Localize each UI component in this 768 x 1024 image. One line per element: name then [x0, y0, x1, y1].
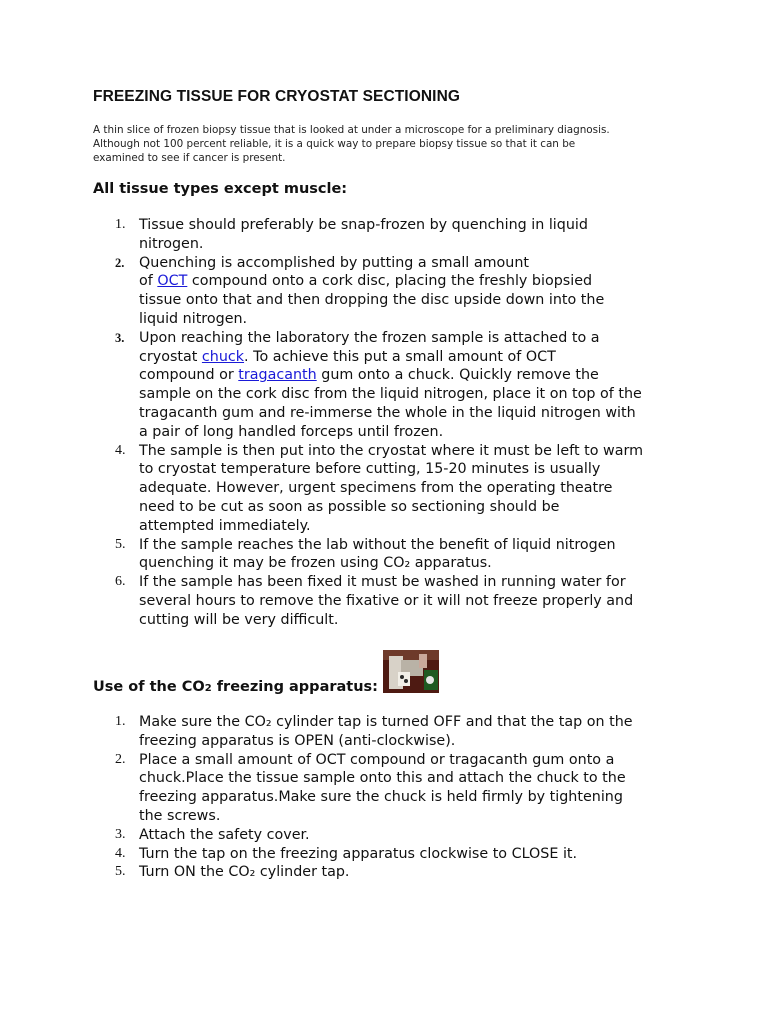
intro-line: Although not 100 percent reliable, it is a quick way to prepare biopsy tissue so that it can be: [93, 138, 576, 150]
list-number: 2.: [115, 255, 125, 270]
list-line: nitrogen.: [139, 235, 204, 252]
list-line: Attach the safety cover.: [139, 826, 310, 843]
list-line: If the sample reaches the lab without the benefit of liquid nitrogen: [139, 536, 616, 553]
heading-text: freezing apparatus:: [211, 679, 378, 695]
page-title: FREEZING TISSUE FOR CRYOSTAT SECTIONING: [93, 88, 461, 105]
list-number: 6.: [115, 574, 126, 590]
list-number: 1.: [115, 217, 126, 232]
list-line: need to be cut as soon as possible so sectioning should be: [139, 498, 560, 515]
list-line: several hours to remove the fixative or it will not freeze properly and: [139, 592, 634, 609]
list-line: Quenching is accomplished by putting a small amount: [139, 254, 529, 271]
list-line: freezing apparatus.Make sure the chuck is held firmly by tightening: [139, 789, 623, 806]
list-line: chuck.Place the tissue sample onto this and attach the chuck to the: [139, 770, 626, 787]
list-line: freezing apparatus is OPEN (anti-clockwise).: [139, 732, 456, 749]
list-text: . To achieve this put a small amount of OCT: [244, 348, 556, 365]
list-line: Turn the tap on the freezing apparatus clockwise to CLOSE it.: [139, 845, 578, 862]
list-item: [115, 845, 633, 864]
list-item: [115, 329, 643, 442]
list-line: Place a small amount of OCT compound or tragacanth gum onto a: [139, 751, 615, 768]
list-item: [115, 254, 643, 329]
heading-subscript: 2: [204, 683, 212, 694]
section-heading-co2-apparatus: [93, 679, 378, 695]
list-line: cutting will be very difficult.: [139, 611, 339, 628]
list-number: 1.: [115, 714, 126, 729]
list-text: of: [139, 273, 158, 290]
list-item: [115, 751, 633, 826]
tissue-steps-list: [115, 216, 644, 630]
list-line: Upon reaching the laboratory the frozen sample is attached to a: [139, 329, 600, 346]
list-line: The sample is then put into the cryostat where it must be left to warm: [139, 442, 644, 459]
intro-line: A thin slice of frozen biopsy tissue that is looked at under a microscope for a preliminary diagnosis.: [93, 124, 610, 136]
list-line: to cryostat temperature before cutting, 15-20 minutes is usually: [139, 461, 601, 478]
oct-link[interactable]: OCT: [157, 273, 188, 290]
list-item: [115, 442, 644, 536]
list-line: adequate. However, urgent specimens from the operating theatre: [139, 480, 613, 497]
section-heading-tissue-types: All tissue types except muscle:: [93, 181, 348, 197]
list-item: [115, 713, 633, 751]
list-item: [115, 216, 643, 254]
list-item: [115, 863, 633, 882]
list-line: [139, 272, 643, 291]
heading-text: Use of the CO: [93, 679, 205, 695]
list-line: Tissue should preferably be snap-frozen by quenching in liquid: [139, 217, 588, 233]
list-item: [115, 826, 633, 845]
list-number: 2.: [115, 751, 126, 767]
list-item: [115, 573, 643, 629]
list-line: [139, 366, 643, 385]
list-number: 5.: [115, 864, 126, 880]
chuck-link[interactable]: chuck: [201, 348, 245, 365]
list-number: 4.: [115, 845, 126, 861]
list-line: Make sure the CO₂ cylinder tap is turned OFF and that the tap on the: [139, 714, 633, 730]
list-line: tragacanth gum and re-immerse the whole in the liquid nitrogen with: [139, 404, 636, 421]
list-number: 3.: [115, 826, 126, 842]
list-line: liquid nitrogen.: [139, 310, 248, 327]
apparatus-photo-graphic: [383, 650, 439, 693]
list-text: compound onto a cork disc, placing the freshly biopsied: [187, 273, 593, 290]
list-text: gum onto a chuck. Quickly remove the: [316, 367, 599, 384]
list-line: attempted immediately.: [139, 517, 311, 534]
list-text: cryostat: [139, 348, 202, 365]
list-item: [115, 536, 643, 574]
tragacanth-link[interactable]: tragacanth: [238, 367, 317, 384]
co2-steps-list: [115, 713, 633, 882]
list-number: 4.: [115, 442, 126, 458]
list-line: If the sample has been fixed it must be washed in running water for: [139, 574, 626, 591]
list-line: quenching it may be frozen using CO₂ apparatus.: [139, 555, 492, 572]
list-line: tissue onto that and then dropping the disc upside down into the: [139, 292, 605, 309]
co2-freezing-apparatus-photo: [383, 650, 439, 693]
intro-line: examined to see if cancer is present.: [93, 152, 286, 164]
intro-paragraph: [93, 123, 693, 165]
list-line: the screws.: [139, 807, 221, 824]
list-line: [139, 348, 643, 367]
list-line: sample on the cork disc from the liquid nitrogen, place it on top of the: [139, 386, 642, 403]
list-number: 5.: [115, 536, 126, 552]
list-text: compound or: [139, 367, 239, 384]
list-number: 3.: [115, 330, 125, 345]
list-line: a pair of long handled forceps until frozen.: [139, 423, 444, 440]
list-line: Turn ON the CO₂ cylinder tap.: [139, 864, 350, 881]
